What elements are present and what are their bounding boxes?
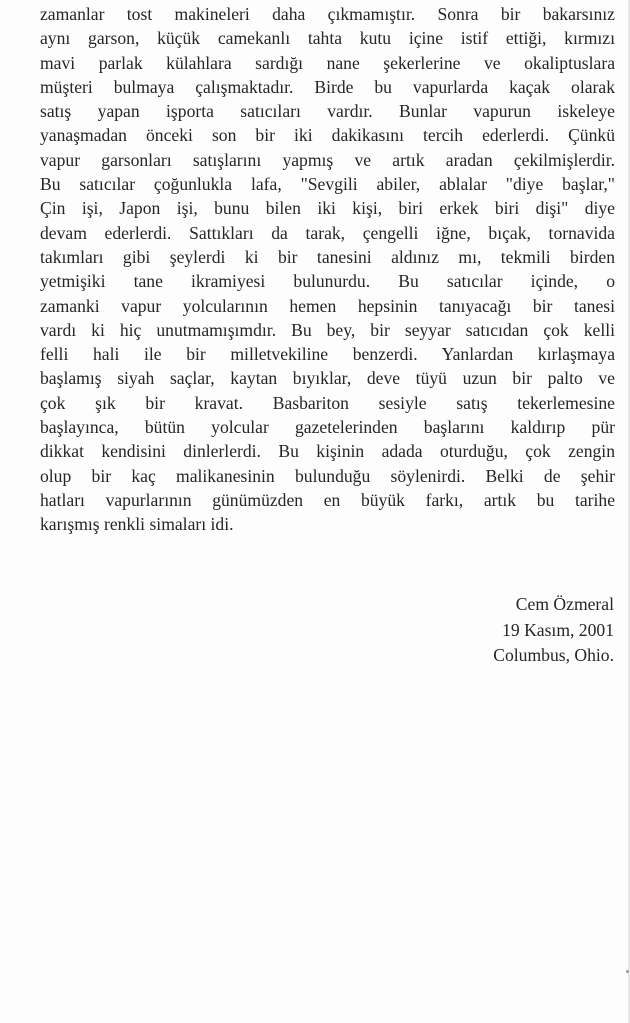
text-line: felli hali ile bir milletvekiline benzerdi. Yanlardan kırlaşmaya — [40, 344, 615, 365]
text-line: başlayınca, bütün yolcular gazetelerinden başlarını kaldırıp pür — [40, 417, 615, 438]
text-line: mavi parlak külahlara sardığı nane şekerlerine ve okaliptuslara — [40, 52, 615, 73]
text-line: çok şık bir kravat. Basbariton sesiyle satış tekerlemesine — [40, 392, 615, 413]
text-line: satış yapan işporta satıcıları vardır. Bunlar vapurun iskeleye — [40, 101, 615, 122]
text-line: zamanlar tost makineleri daha çıkmamıştır. Sonra bir bakarsınız — [40, 4, 615, 24]
text-line: başlamış siyah saçlar, kaytan bıyıklar, deve tüyü uzun bir palto ve — [40, 368, 615, 389]
text-line: devam ederlerdi. Sattıkları da tarak, çengelli iğne, bıçak, tornavida — [40, 222, 615, 243]
body-text — [40, 2, 615, 537]
text-line: olup bir kaç malikanesinin bulunduğu söylenirdi. Belki de şehir — [40, 465, 615, 486]
text-line: Bu satıcılar çoğunlukla lafa, "Sevgili abiler, ablalar "diye başlar," — [40, 174, 615, 195]
signature-date: 19 Kasım, 2001 — [502, 619, 614, 640]
text-line: takımları gibi şeylerdi ki bir tanesini aldınız mı, tekmili birden — [40, 246, 615, 267]
signature-block — [354, 592, 614, 669]
text-line: dikkat kendisini dinlerlerdi. Bu kişinin adada oturduğu, çok zengin — [40, 441, 615, 462]
text-line: yetmişiki tane ikramiyesi bulunurdu. Bu satıcılar içinde, o — [40, 271, 615, 292]
signature-place: Columbus, Ohio. — [493, 645, 614, 665]
text-line: aynı garson, küçük camekanlı tahta kutu içine istif ettiği, kırmızı — [40, 28, 615, 49]
text-line: zamanki vapur yolcularının hemen hepsinin tanıyacağı bir tanesi — [40, 295, 615, 316]
author-name: Cem Özmeral — [515, 594, 614, 614]
text-line: vapur garsonları satışlarını yapmış ve artık aradan çekilmişlerdir. — [40, 149, 615, 170]
text-line: yanaşmadan önceki son bir iki dakikasını tercih ederlerdi. Çünkü — [40, 125, 615, 146]
text-line: müşteri bulmaya çalışmaktadır. Birde bu vapurlarda kaçak olarak — [40, 76, 615, 97]
text-line: karışmış renkli simaları idi. — [40, 514, 234, 535]
text-line: hatları vapurlarının günümüzden en büyük farkı, artık bu tarihe — [40, 489, 615, 510]
text-line: Çin işi, Japon işi, bunu bilen iki kişi, biri erkek biri dişi" diye — [40, 198, 615, 219]
text-line: vardı ki hiç unutmamışımdır. Bu bey, bir seyyar satıcıdan çok kelli — [40, 319, 615, 340]
scan-speck — [626, 970, 629, 973]
